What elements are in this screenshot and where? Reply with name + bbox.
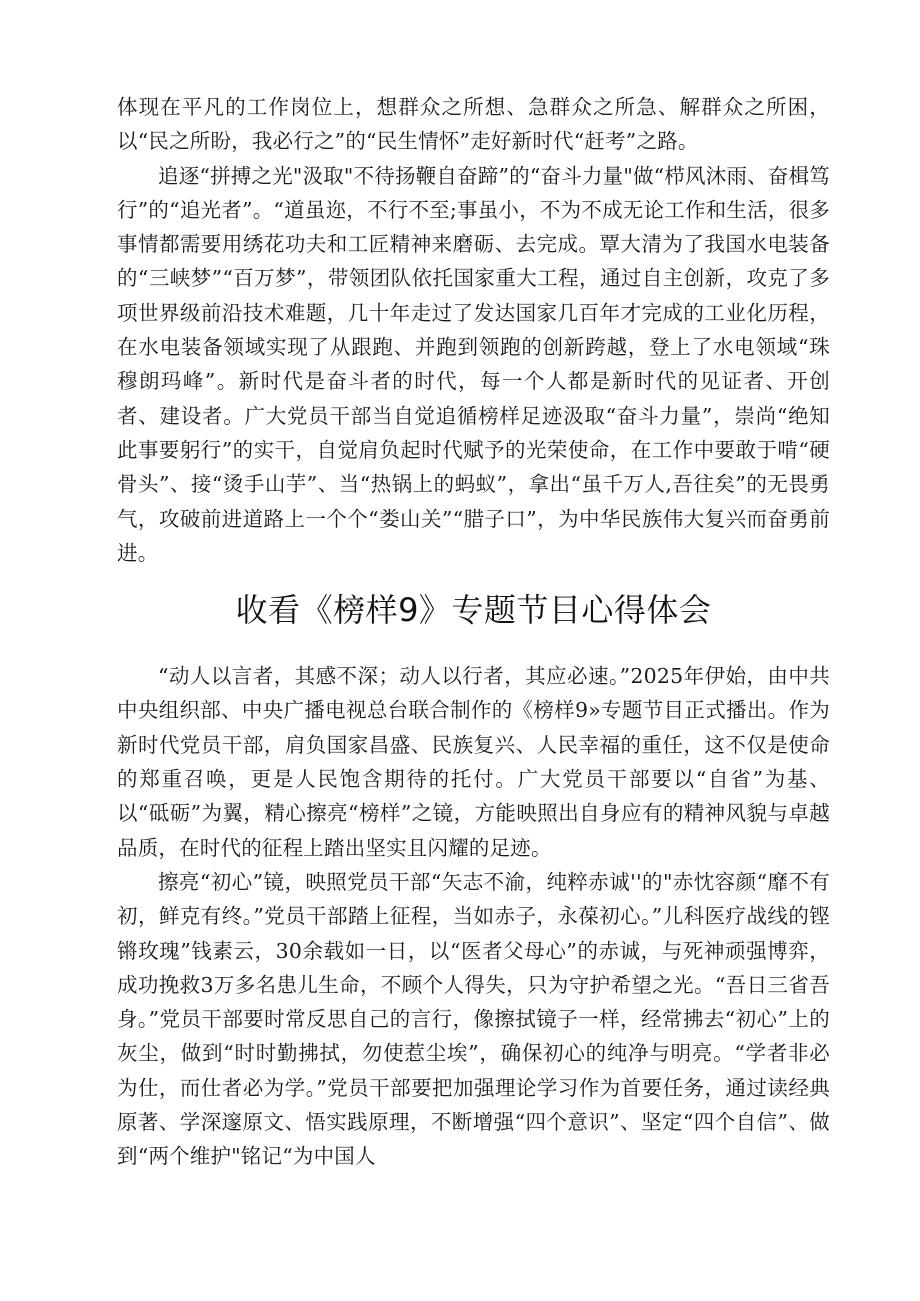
section-title: 收看《榜样9》专题节目心得体会 xyxy=(235,591,712,630)
body-paragraph: 追逐“拼搏之光"汲取"不待扬鞭自奋蹄”的“奋斗力量"做“栉风沐雨、奋楫笃行”的“追光者”。“道虽迩，不行不至;事虽小，不为不成无论工作和生活，很多事情都需要用绣花功夫和工匠精神来磨砺、去完成。覃大清为了我国水电装备的“三峡梦”“百万梦”，带领团队依托国家重大工程，通过自主创新，攻克了多项世界级前沿技术难题，几十年走过了发达国家几百年才完成的工业化历程，在水电装备领域实现了从跟跑、并跑到领跑的创新跨越，登上了水电领域“珠穆朗玛峰”。新时代是奋斗者的时代，每一个人都是新时代的见证者、开创者、建设者。广大党员干部当自觉追循榜样足迹汲取“奋斗力量”，崇尚“绝知此事要躬行”的实干，自觉肩负起时代赋予的光荣使命，在工作中要敢于啃“硬骨头”、接“烫手山芋”、当“热锅上的蚂蚁”，拿出“虽千万人,吾往矣”的无畏勇气，攻破前进道路上一个个“娄山关”“腊子口”，为中华民族伟大复兴而奋勇前进。 xyxy=(117,163,830,565)
body-paragraph: “动人以言者，其感不深；动人以行者，其应必速。”2025年伊始，由中共中央组织部、中央广播电视总台联合制作的《榜样9»专题节目正式播出。作为新时代党员干部，肩负国家昌盛、民族复兴、人民幸福的重任，这不仅是使命的郑重召唤，更是人民饱含期待的托付。广大党员干部要以“自省”为基、以“砥砺”为翼，精心擦亮“榜样”之镜，方能映照出自身应有的精神风貌与卓越品质，在时代的征程上踏出坚实且闪耀的足迹。 xyxy=(117,664,830,860)
document-body xyxy=(117,90,830,1174)
body-paragraph: 擦亮“初心”镜，映照党员干部“矢志不渝，纯粹赤诚''的"赤忱容颜“靡不有初，鲜克有终。”党员干部踏上征程，当如赤子，永葆初心。”儿科医疗战线的铿锵玫瑰”钱素云，30余载如一日，以“医者父母心”的赤诚，与死神顽强博弈，成功挽救3万多名患儿生命，不顾个人得失，只为守护希望之光。“吾日三省吾身。”党员干部要时常反思自己的言行，像擦拭镜子一样，经常拂去“初心”上的灰尘，做到“时时勤拂拭，勿使惹尘埃”，确保初心的纯净与明亮。“学者非必为仕，而仕者必为学。”党员干部要把加强理论学习作为首要任务，通过读经典原著、学深邃原文、悟实践原理，不断增强“四个意识”、坚定“四个自信”、做到“两个维护"铭记“为中国人 xyxy=(117,869,830,1169)
body-paragraph: 体现在平凡的工作岗位上，想群众之所想、急群众之所急、解群众之所困，以“民之所盼，我必行之”的“民生情怀”走好新时代“赶考”之路。 xyxy=(117,95,830,154)
